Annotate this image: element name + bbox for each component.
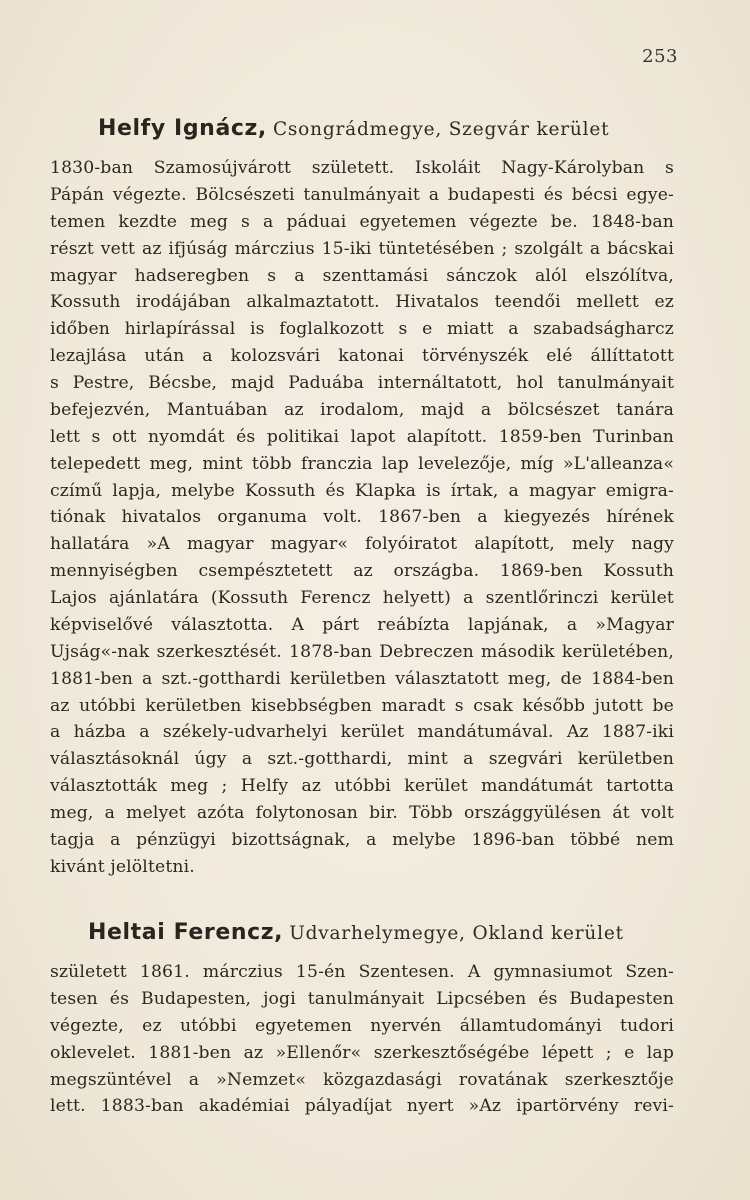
text-line: s Pestre, Bécsbe, majd Paduába internáltatott, hol tanulmányait — [50, 373, 674, 393]
text-line: czímű lapja, melybe Kossuth és Klapka is írtak, a magyar emigra- — [50, 480, 674, 501]
text-line: oklevelet. 1881-ben az »Ellenőr« szerkesztőségébe lépett ; e lap — [50, 1042, 674, 1063]
entry-heading — [50, 116, 674, 143]
text-line: magyar hadseregben s a szenttamási sánczok alól elszólítva, — [50, 265, 674, 286]
text-line: mennyiségben csempésztetett az országba. 1869-ben Kossuth — [50, 561, 674, 582]
text-line: befejezvén, Mantuában az irodalom, majd a bölcsészet tanára — [50, 399, 674, 420]
text-line: az utóbbi kerületben kisebbségben maradt s csak később jutott be — [50, 695, 674, 716]
text-line: lett s ott nyomdát és politikai lapot alapított. 1859-ben Turinban — [50, 426, 674, 447]
text-line: tagja a pénzügyi bizottságnak, a melybe 1896-ban többé nem — [50, 829, 674, 850]
biography-entry-helfy — [50, 116, 674, 881]
text-line: tesen és Budapesten, jogi tanulmányait Lipcsében és Budapesten — [50, 988, 674, 1009]
entry-body — [50, 155, 674, 881]
text-line: megszüntével a »Nemzet« közgazdasági rovatának szerkesztője — [50, 1069, 674, 1090]
text-line: lezajlása után a kolozsvári katonai törvényszék elé állíttatott — [50, 346, 674, 367]
text-line: Kossuth irodájában alkalmaztatott. Hivatalos teendői mellett ez — [50, 292, 674, 313]
text-line: telepedett meg, mint több franczia lap levelezője, míg »L'alleanza« — [50, 453, 674, 474]
entry-location: Csongrádmegye, Szegvár kerület — [272, 119, 610, 140]
text-line: a házba a székely-udvarhelyi kerület mandátumával. Az 1887-iki — [50, 722, 674, 743]
text-line: Lajos ajánlatára (Kossuth Ferencz helyett) a szentlőrinczi kerület — [50, 588, 674, 608]
text-line: kivánt jelöltetni. — [50, 856, 195, 877]
text-line: meg, a melyet azóta folytonosan bir. Több országgyülésen át volt — [50, 803, 674, 823]
entry-name: Heltai Ferencz, — [88, 920, 284, 945]
entry-body — [50, 959, 674, 1120]
text-line: tiónak hivatalos organuma volt. 1867-ben a kiegyezés hírének — [50, 507, 674, 528]
text-line: Pápán végezte. Bölcsészeti tanulmányait a budapesti és bécsi egye- — [50, 184, 674, 205]
text-line: időben hirlapírással is foglalkozott s e miatt a szabadságharcz — [50, 319, 674, 340]
biography-entry-heltai — [50, 920, 674, 1120]
entry-name: Helfy Ignácz, — [98, 116, 267, 141]
text-line: hallatára »A magyar magyar« folyóiratot alapított, mely nagy — [50, 534, 674, 555]
entry-heading — [50, 920, 674, 947]
entry-location: Udvarhelymegye, Okland kerület — [289, 923, 624, 944]
text-line: végezte, ez utóbbi egyetemen nyervén államtudományi tudori — [50, 1015, 674, 1036]
text-line: részt vett az ifjúság márczius 15-iki tüntetésében ; szolgált a bácskai — [50, 238, 674, 259]
page-number: 253 — [642, 46, 678, 67]
text-line: született 1861. márczius 15-én Szentesen. A gymnasiumot Szen- — [50, 962, 674, 982]
text-line: választották meg ; Helfy az utóbbi kerület mandátumát tartotta — [50, 776, 674, 797]
text-line: Ujság«-nak szerkesztését. 1878-ban Debreczen második kerületében, — [50, 641, 674, 662]
text-line: 1830-ban Szamosújvárott született. Iskoláit Nagy-Károlyban s — [50, 158, 674, 178]
text-line: temen kezdte meg s a páduai egyetemen végezte be. 1848-ban — [50, 211, 674, 232]
text-line: lett. 1883-ban akadémiai pályadíjat nyert »Az ipartörvény revi- — [50, 1096, 674, 1117]
text-line: 1881-ben a szt.-gotthardi kerületben választatott meg, de 1884-ben — [50, 668, 674, 689]
text-line: választásoknál úgy a szt.-gotthardi, mint a szegvári kerületben — [50, 749, 674, 770]
text-line: képviselővé választotta. A párt reábízta lapjának, a »Magyar — [50, 614, 674, 635]
